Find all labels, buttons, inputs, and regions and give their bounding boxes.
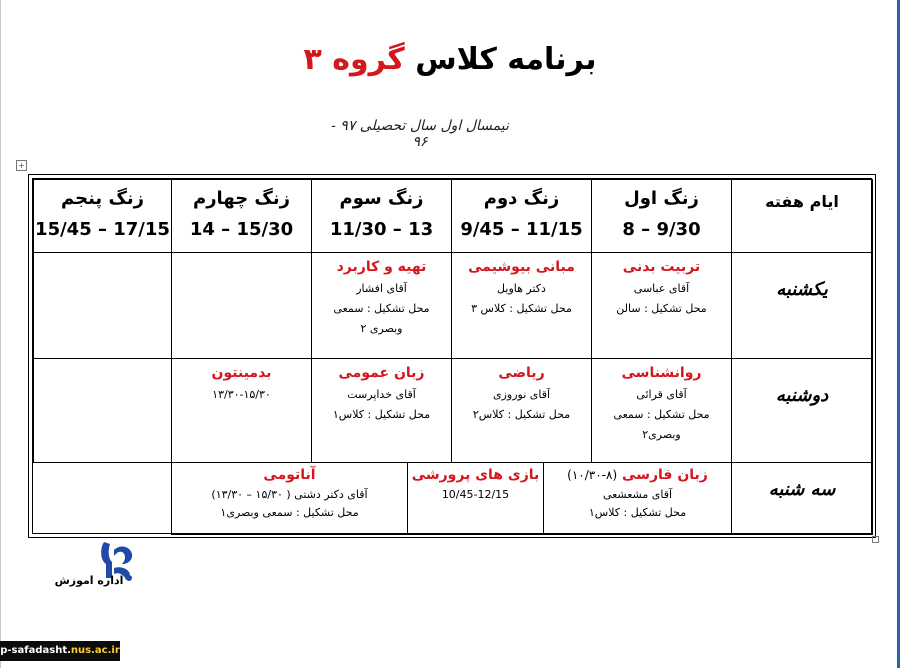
day-label: یکشنبه: [776, 279, 828, 300]
schedule-table: [28, 174, 876, 538]
teacher-name: آقای دکتر دشتی ( ۱۵/۳۰ – ۱۳/۳۰): [211, 488, 368, 501]
class-location: محل تشکیل : کلاس۱: [332, 408, 431, 421]
class-cell: [171, 462, 408, 535]
class-location: محل تشکیل : کلاس ۳: [471, 302, 572, 315]
subject-name: زبان عمومی: [338, 365, 425, 381]
days-header: ایام هفته: [765, 192, 839, 211]
teacher-name: آقای افشار: [356, 282, 407, 295]
class-location: محل تشکیل : سمعی وبصری۱: [220, 506, 359, 519]
period-time: 15/45 – 17/15: [35, 219, 170, 240]
teacher-name: آقای قرائی: [636, 388, 687, 401]
header-days-cell: [731, 179, 873, 253]
day-cell-sunday: [731, 252, 873, 359]
subject-name: بازی های پرورشی: [411, 467, 540, 483]
teacher-name: آقای عباسی: [633, 282, 690, 295]
period-name: زنگ دوم: [483, 188, 560, 209]
logo-caption: اداره اموزش: [54, 574, 124, 587]
class-location: محل تشکیل : سالن: [616, 302, 707, 315]
subject-name: مبانی بیوشیمی: [468, 259, 575, 275]
schedule-table-inner: [32, 178, 872, 534]
class-location-extra: وبصری ۲: [360, 322, 403, 335]
site-url-watermark: [0, 641, 120, 661]
title-main: برنامه کلاس: [415, 42, 597, 77]
period-name: زنگ اول: [624, 188, 699, 209]
table-move-handle-icon[interactable]: +: [16, 160, 27, 171]
subject-name: آناتومی: [263, 467, 316, 483]
header-period-3: [311, 179, 452, 253]
period-time: 11/30 – 13: [329, 219, 434, 240]
class-location: محل تشکیل : کلاس۱: [588, 506, 687, 519]
period-time: 8 – 9/30: [622, 219, 701, 240]
semester-subtitle: نیمسال اول سال تحصیلی ۹۷ - ۹۶: [331, 118, 509, 150]
period-name: زنگ سوم: [339, 188, 424, 209]
teacher-name: آقای نوروزی: [492, 388, 551, 401]
class-location: محل تشکیل : سمعی: [613, 408, 710, 421]
url-domain: nus.ac.ir: [70, 645, 120, 656]
subject-time: (۸-۱۰/۳۰): [567, 468, 618, 482]
class-location: محل تشکیل : کلاس۲: [472, 408, 571, 421]
class-cell: [311, 252, 452, 359]
subject-name: [544, 467, 731, 483]
period-time: 14 – 15/30: [189, 219, 294, 240]
window-left-edge: [0, 0, 1, 668]
url-prefix: p-safadasht.: [0, 645, 71, 656]
day-label: دوشنبه: [775, 385, 829, 406]
day-label: سه شنبه: [768, 479, 836, 500]
class-cell: [451, 358, 592, 463]
subject-name: تربیت بدنی: [622, 259, 701, 275]
class-cell: [591, 358, 732, 463]
class-cell: [311, 358, 452, 463]
class-location: محل تشکیل : سمعی: [333, 302, 430, 315]
empty-cell: [33, 252, 172, 359]
day-cell-tuesday: [731, 462, 873, 535]
day-cell-monday: [731, 358, 873, 463]
subject-name: تهیه و کاربرد: [336, 259, 427, 275]
subject-name: بدمینتون: [211, 365, 272, 381]
empty-cell: [33, 462, 172, 535]
class-cell: [407, 462, 544, 535]
class-time: ۱۳/۳۰-۱۵/۳۰: [212, 388, 271, 401]
header-period-4: [171, 179, 312, 253]
subject-name: ریاضی: [498, 365, 545, 381]
title-group: گروه ۳: [303, 42, 405, 77]
page-title: [0, 38, 900, 82]
class-cell: [591, 252, 732, 359]
header-period-2: [451, 179, 592, 253]
subject-name: روانشناسی: [621, 365, 702, 381]
teacher-name: آقای مشعشعی: [602, 488, 673, 501]
empty-cell: [171, 252, 312, 359]
header-period-5: [33, 179, 172, 253]
period-name: زنگ چهارم: [193, 188, 290, 209]
class-cell: [171, 358, 312, 463]
class-cell: [543, 462, 732, 535]
subject-title: زبان فارسی: [622, 467, 708, 483]
teacher-name: دکتر هاویل: [497, 282, 546, 295]
teacher-name: آقای خداپرست: [347, 388, 416, 401]
class-location-extra: وبصری۲: [642, 428, 681, 441]
empty-cell: [33, 358, 172, 463]
class-time: 10/45-12/15: [441, 488, 510, 501]
header-period-1: [591, 179, 732, 253]
period-name: زنگ پنجم: [60, 188, 144, 209]
table-resize-handle-icon[interactable]: [872, 536, 879, 543]
class-cell: [451, 252, 592, 359]
period-time: 9/45 – 11/15: [460, 219, 583, 240]
